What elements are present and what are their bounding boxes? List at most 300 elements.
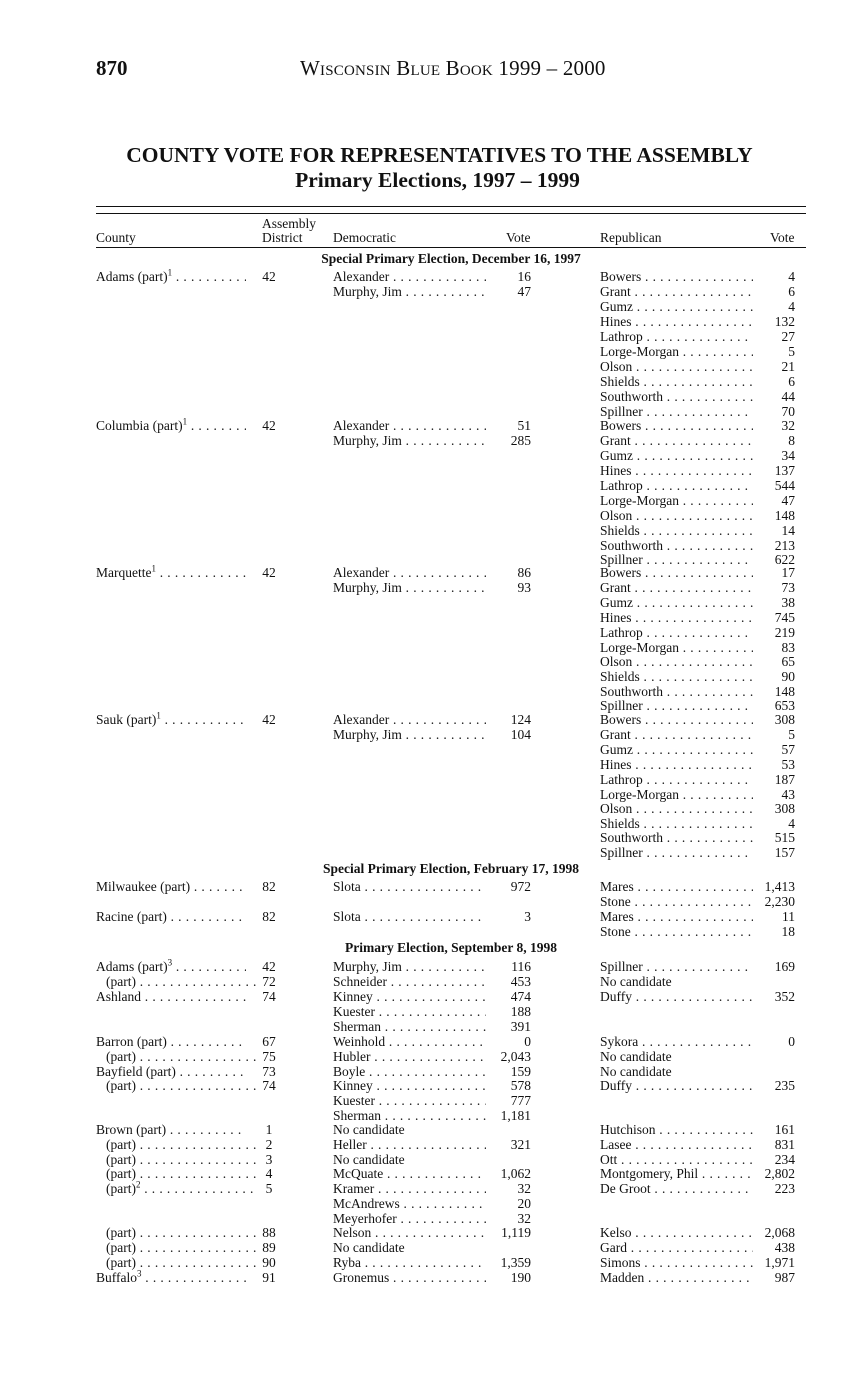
democratic-vote-text: 972 (510, 879, 531, 894)
republican-vote (753, 772, 795, 787)
republican-candidate (600, 478, 753, 493)
democratic-vote-text: 159 (510, 1064, 531, 1079)
republican-candidate (600, 314, 753, 329)
democratic-candidate (333, 727, 486, 742)
republican-vote-text: 223 (774, 1181, 795, 1196)
republican-vote-text: 622 (774, 552, 795, 567)
col-header-district-2: District (262, 230, 303, 245)
republican-vote (753, 404, 795, 419)
republican-vote-text: 169 (774, 959, 795, 974)
democratic-vote (486, 565, 531, 580)
republican-candidate-text: Madden (600, 1270, 645, 1285)
republican-candidate (600, 1078, 753, 1093)
republican-candidate (600, 772, 753, 787)
republican-candidate (600, 344, 753, 359)
republican-vote (753, 1152, 795, 1167)
county-cell (96, 1181, 256, 1196)
democratic-vote (486, 1137, 531, 1152)
district-cell-text: 74 (262, 989, 276, 1004)
district-cell (254, 879, 284, 894)
district-cell-text: 74 (262, 1078, 276, 1093)
county-cell-text: Adams (part) (96, 959, 168, 974)
democratic-candidate-text: Slota (333, 909, 361, 924)
democratic-vote-text: 777 (510, 1093, 531, 1108)
republican-candidate (600, 640, 753, 655)
footnote-marker: 1 (182, 418, 188, 427)
democratic-candidate-text: Murphy, Jim (333, 959, 402, 974)
county-cell-text: Bayfield (part) (96, 1064, 176, 1079)
section-heading: Special Primary Election, February 17, 1998 (322, 861, 580, 876)
district-cell-text: 5 (265, 1181, 273, 1196)
district-cell-text: 42 (262, 565, 276, 580)
republican-vote-text: 987 (774, 1270, 795, 1285)
republican-candidate (600, 787, 753, 802)
republican-vote-text: 5 (788, 727, 795, 742)
republican-vote (753, 625, 795, 640)
county-cell-text: (part) (106, 1049, 136, 1064)
county-cell-text: (part) (106, 1152, 136, 1167)
county-cell (96, 1137, 256, 1152)
democratic-candidate (333, 1034, 486, 1049)
republican-candidate (600, 580, 753, 595)
republican-vote (753, 374, 795, 389)
democratic-candidate (333, 909, 486, 924)
democratic-vote (486, 879, 531, 894)
republican-candidate-text: Lathrop (600, 329, 643, 344)
republican-candidate (600, 1034, 753, 1049)
democratic-vote (486, 1166, 531, 1181)
democratic-candidate-text: Kramer (333, 1181, 375, 1196)
democratic-no-candidate-text: No candidate (333, 1152, 405, 1167)
democratic-vote (486, 959, 531, 974)
county-cell-text: (part) (106, 1240, 136, 1255)
democratic-vote (486, 1078, 531, 1093)
democratic-candidate (333, 1255, 486, 1270)
county-cell (96, 1152, 256, 1167)
county-cell-text: Marquette (96, 565, 152, 580)
democratic-vote (486, 1034, 531, 1049)
democratic-candidate-text: Gronemus (333, 1270, 390, 1285)
republican-candidate (600, 610, 753, 625)
republican-candidate-text: Hines (600, 757, 632, 772)
democratic-vote-text: 321 (510, 1137, 531, 1152)
republican-vote (753, 727, 795, 742)
republican-candidate-text: Mares (600, 909, 634, 924)
republican-vote-text: 17 (781, 565, 795, 580)
county-cell (96, 1166, 256, 1181)
democratic-candidate-text: Murphy, Jim (333, 727, 402, 742)
republican-candidate-text: Hines (600, 463, 632, 478)
republican-candidate-text: Grant (600, 433, 631, 448)
republican-candidate (600, 359, 753, 374)
col-header-county: County (96, 230, 136, 245)
republican-candidate (600, 669, 753, 684)
democratic-candidate (333, 580, 486, 595)
democratic-candidate (333, 989, 486, 1004)
democratic-candidate (333, 284, 486, 299)
republican-vote (753, 989, 795, 1004)
republican-vote (753, 463, 795, 478)
republican-no-candidate-text: No candidate (600, 1049, 672, 1064)
county-cell-text: (part) (106, 1181, 136, 1196)
district-cell (254, 1049, 284, 1064)
democratic-candidate-text: Slota (333, 879, 361, 894)
republican-vote-text: 235 (774, 1078, 795, 1093)
republican-vote-text: 70 (781, 404, 795, 419)
republican-candidate-text: Shields (600, 374, 640, 389)
district-cell-text: 42 (262, 959, 276, 974)
republican-vote (753, 1122, 795, 1137)
democratic-vote (486, 1108, 531, 1123)
republican-vote-text: 32 (781, 418, 795, 433)
republican-vote (753, 845, 795, 860)
top-rule-thick (96, 206, 806, 207)
republican-vote (753, 433, 795, 448)
republican-vote (753, 580, 795, 595)
republican-candidate-text: Shields (600, 523, 640, 538)
democratic-vote-text: 453 (510, 974, 531, 989)
county-cell-text: Barron (part) (96, 1034, 167, 1049)
republican-vote-text: 157 (774, 845, 795, 860)
county-cell (96, 1034, 246, 1049)
republican-candidate (600, 742, 753, 757)
republican-vote (753, 448, 795, 463)
republican-vote (753, 284, 795, 299)
county-cell (96, 879, 246, 894)
republican-candidate-text: Shields (600, 816, 640, 831)
district-cell-text: 67 (262, 1034, 276, 1049)
republican-vote-text: 187 (774, 772, 795, 787)
republican-vote (753, 684, 795, 699)
district-cell (254, 1270, 284, 1285)
democratic-no-candidate-text: No candidate (333, 1122, 405, 1137)
republican-candidate (600, 299, 753, 314)
republican-vote (753, 669, 795, 684)
democratic-vote (486, 1093, 531, 1108)
republican-candidate (600, 894, 753, 909)
republican-vote-text: 137 (774, 463, 795, 478)
democratic-candidate (333, 1270, 486, 1285)
republican-candidate (600, 389, 753, 404)
county-cell-text: Columbia (part) (96, 418, 183, 433)
republican-vote-text: 8 (788, 433, 795, 448)
republican-candidate-text: Lorge-Morgan (600, 787, 679, 802)
republican-vote-text: 73 (781, 580, 795, 595)
democratic-vote (486, 712, 531, 727)
republican-vote-text: 47 (781, 493, 795, 508)
district-cell-text: 42 (262, 269, 276, 284)
running-header: Wisconsin Blue Book 1999 – 2000 (300, 56, 606, 80)
district-cell-text: 89 (262, 1240, 276, 1255)
republican-candidate-text: Spillner (600, 698, 643, 713)
county-cell (96, 269, 246, 284)
democratic-candidate-text: Heller (333, 1137, 367, 1152)
republican-candidate (600, 1152, 753, 1167)
county-cell-text: Sauk (part) (96, 712, 157, 727)
democratic-no-candidate (333, 1122, 486, 1137)
republican-candidate-text: Hines (600, 610, 632, 625)
county-cell-text: Milwaukee (part) (96, 879, 191, 894)
republican-vote-text: 14 (781, 523, 795, 538)
district-cell-text: 82 (262, 909, 276, 924)
republican-vote (753, 1225, 795, 1240)
republican-candidate (600, 418, 753, 433)
republican-vote-text: 27 (781, 329, 795, 344)
footnote-marker: 3 (137, 1270, 142, 1279)
district-cell (254, 1034, 284, 1049)
footnote-marker: 1 (151, 565, 156, 574)
democratic-candidate (333, 1211, 486, 1226)
district-cell (254, 1137, 284, 1152)
district-cell (254, 1152, 284, 1167)
county-cell (96, 1122, 246, 1137)
democratic-candidate (333, 1181, 486, 1196)
democratic-vote-text: 190 (510, 1270, 531, 1285)
county-cell-text: (part) (106, 1137, 136, 1152)
county-cell (96, 989, 246, 1004)
district-cell (254, 1225, 284, 1240)
republican-candidate (600, 433, 753, 448)
republican-vote-text: 148 (774, 508, 795, 523)
republican-candidate-text: Bowers (600, 565, 642, 580)
republican-candidate-text: Olson (600, 654, 633, 669)
republican-vote-text: 352 (774, 989, 795, 1004)
republican-candidate-text: Gard (600, 1240, 627, 1255)
republican-vote-text: 308 (774, 712, 795, 727)
district-cell-text: 82 (262, 879, 276, 894)
district-cell-text: 3 (265, 1152, 273, 1167)
district-cell (254, 1255, 284, 1270)
democratic-candidate (333, 565, 486, 580)
republican-vote (753, 640, 795, 655)
republican-candidate (600, 684, 753, 699)
democratic-candidate-text: Kuester (333, 1093, 375, 1108)
top-rule-thin (96, 213, 806, 214)
democratic-candidate-text: Kuester (333, 1004, 375, 1019)
republican-vote (753, 478, 795, 493)
page-subtitle: Primary Elections, 1997 – 1999 (295, 168, 580, 192)
county-cell (96, 909, 246, 924)
democratic-vote (486, 269, 531, 284)
county-cell (96, 1064, 246, 1079)
democratic-vote-text: 116 (511, 959, 531, 974)
republican-candidate-text: Montgomery, Phil (600, 1166, 699, 1181)
republican-vote-text: 83 (781, 640, 795, 655)
democratic-candidate (333, 959, 486, 974)
republican-candidate-text: Gumz (600, 595, 633, 610)
republican-vote-text: 213 (774, 538, 795, 553)
county-cell-text: (part) (106, 974, 136, 989)
republican-candidate (600, 1225, 753, 1240)
democratic-vote-text: 1,359 (500, 1255, 531, 1270)
democratic-vote (486, 433, 531, 448)
republican-vote (753, 610, 795, 625)
republican-vote (753, 299, 795, 314)
democratic-vote (486, 974, 531, 989)
republican-vote (753, 757, 795, 772)
republican-vote (753, 329, 795, 344)
democratic-vote (486, 909, 531, 924)
republican-candidate-text: Shields (600, 669, 640, 684)
republican-candidate-text: Southworth (600, 389, 664, 404)
democratic-candidate (333, 1004, 486, 1019)
republican-vote-text: 544 (774, 478, 795, 493)
democratic-candidate-text: Schneider (333, 974, 387, 989)
democratic-vote (486, 1255, 531, 1270)
county-cell (96, 1240, 256, 1255)
democratic-candidate-text: Alexander (333, 418, 390, 433)
county-cell (96, 418, 246, 433)
republican-candidate (600, 924, 753, 939)
republican-candidate (600, 595, 753, 610)
republican-vote (753, 565, 795, 580)
footnote-marker: 3 (167, 959, 173, 968)
republican-candidate (600, 712, 753, 727)
democratic-vote-text: 1,181 (500, 1108, 531, 1123)
republican-candidate-text: Grant (600, 727, 631, 742)
republican-vote-text: 34 (781, 448, 795, 463)
republican-vote (753, 389, 795, 404)
district-cell-text: 75 (262, 1049, 276, 1064)
republican-candidate-text: Simons (600, 1255, 641, 1270)
republican-candidate-text: Hutchison (600, 1122, 656, 1137)
democratic-vote (486, 284, 531, 299)
republican-candidate-text: Olson (600, 801, 633, 816)
democratic-vote (486, 727, 531, 742)
republican-vote (753, 1166, 795, 1181)
republican-vote (753, 269, 795, 284)
district-cell-text: 88 (262, 1225, 276, 1240)
democratic-candidate (333, 1108, 486, 1123)
county-cell (96, 1270, 246, 1285)
republican-vote (753, 909, 795, 924)
republican-vote (753, 742, 795, 757)
democratic-vote (486, 1225, 531, 1240)
republican-candidate-text: Sykora (600, 1034, 639, 1049)
democratic-no-candidate (333, 1240, 486, 1255)
republican-candidate-text: Southworth (600, 684, 664, 699)
republican-candidate-text: Lathrop (600, 478, 643, 493)
republican-vote (753, 894, 795, 909)
republican-candidate (600, 879, 753, 894)
district-cell (254, 959, 284, 974)
republican-no-candidate (600, 974, 753, 989)
district-cell (254, 418, 284, 433)
republican-vote-text: 653 (774, 698, 795, 713)
republican-candidate (600, 727, 753, 742)
democratic-vote-text: 3 (524, 909, 531, 924)
republican-candidate-text: Southworth (600, 830, 664, 845)
republican-vote-text: 44 (781, 389, 795, 404)
democratic-candidate (333, 433, 486, 448)
republican-vote-text: 53 (781, 757, 795, 772)
republican-candidate-text: Bowers (600, 712, 642, 727)
democratic-vote-text: 1,119 (501, 1225, 531, 1240)
democratic-vote-text: 47 (517, 284, 531, 299)
democratic-vote (486, 1211, 531, 1226)
republican-vote (753, 1270, 795, 1285)
republican-no-candidate-text: No candidate (600, 974, 672, 989)
county-cell-text: Ashland (96, 989, 141, 1004)
democratic-vote-text: 285 (510, 433, 531, 448)
republican-candidate (600, 284, 753, 299)
republican-candidate-text: Stone (600, 894, 631, 909)
col-header-democratic: Democratic (333, 230, 396, 245)
democratic-vote-text: 104 (510, 727, 531, 742)
footnote-marker: 1 (167, 269, 173, 278)
republican-candidate-text: Grant (600, 284, 631, 299)
republican-candidate-text: Spillner (600, 959, 643, 974)
republican-vote-text: 2,068 (764, 1225, 795, 1240)
democratic-candidate (333, 879, 486, 894)
republican-candidate-text: Duffy (600, 989, 632, 1004)
republican-candidate (600, 1181, 753, 1196)
republican-candidate (600, 374, 753, 389)
republican-candidate (600, 448, 753, 463)
county-cell (96, 1225, 256, 1240)
republican-candidate-text: Lathrop (600, 772, 643, 787)
democratic-vote (486, 1181, 531, 1196)
republican-vote-text: 219 (774, 625, 795, 640)
republican-candidate-text: Duffy (600, 1078, 632, 1093)
county-cell-text: (part) (106, 1166, 136, 1181)
republican-vote-text: 90 (781, 669, 795, 684)
district-cell-text: 91 (262, 1270, 276, 1285)
democratic-candidate (333, 974, 486, 989)
republican-vote-text: 5 (788, 344, 795, 359)
democratic-candidate-text: Murphy, Jim (333, 580, 402, 595)
republican-candidate-text: Ott (600, 1152, 618, 1167)
col-header-district-1: Assembly (262, 216, 316, 231)
democratic-candidate (333, 1078, 486, 1093)
republican-vote-text: 515 (774, 830, 795, 845)
republican-candidate-text: Southworth (600, 538, 664, 553)
republican-candidate (600, 493, 753, 508)
democratic-candidate-text: McQuate (333, 1166, 384, 1181)
republican-candidate (600, 565, 753, 580)
county-cell (96, 565, 246, 580)
republican-candidate-text: Kelso (600, 1225, 632, 1240)
republican-no-candidate (600, 1064, 753, 1079)
democratic-vote (486, 1049, 531, 1064)
democratic-vote-text: 16 (517, 269, 531, 284)
district-cell (254, 974, 284, 989)
county-cell-text: (part) (106, 1225, 136, 1240)
democratic-candidate-text: Alexander (333, 565, 390, 580)
header-rule (96, 247, 806, 248)
republican-vote (753, 344, 795, 359)
republican-vote-text: 1,971 (764, 1255, 795, 1270)
republican-vote-text: 4 (788, 269, 795, 284)
democratic-candidate (333, 1093, 486, 1108)
republican-candidate-text: Spillner (600, 404, 643, 419)
republican-vote (753, 1181, 795, 1196)
republican-vote-text: 6 (788, 284, 795, 299)
county-cell-text: Racine (part) (96, 909, 167, 924)
district-cell (254, 712, 284, 727)
democratic-no-candidate-text: No candidate (333, 1240, 405, 1255)
col-header-dem-vote: Vote (506, 230, 531, 245)
republican-vote (753, 654, 795, 669)
republican-vote-text: 161 (774, 1122, 795, 1137)
republican-candidate (600, 816, 753, 831)
footnote-marker: 2 (135, 1181, 141, 1190)
democratic-vote-text: 0 (524, 1034, 531, 1049)
democratic-candidate-text: Sherman (333, 1108, 381, 1123)
republican-vote (753, 595, 795, 610)
county-cell (96, 712, 246, 727)
republican-candidate (600, 538, 753, 553)
